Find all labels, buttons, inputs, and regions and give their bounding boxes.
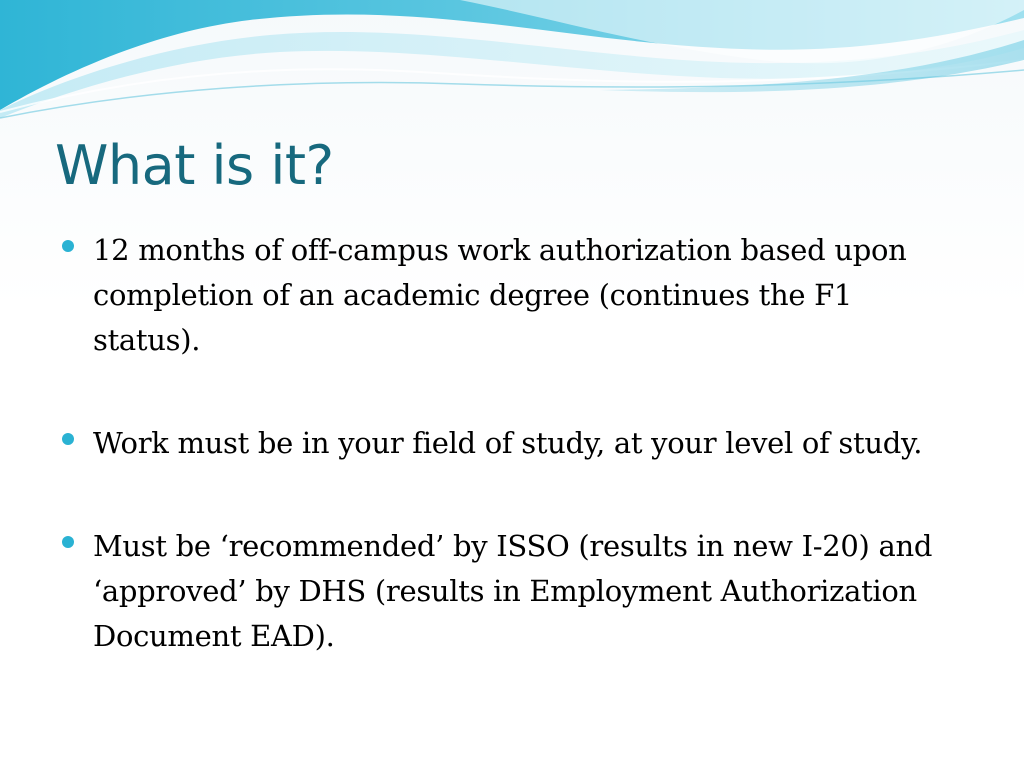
bullet-list — [62, 228, 962, 659]
bullet-text: 12 months of off-campus work authorization based upon completion of an academic degree (continues the F1 status). — [93, 233, 907, 357]
wave-header-decoration — [0, 0, 1024, 140]
bullet-dot-icon — [62, 240, 74, 252]
bullet-item — [62, 421, 962, 466]
bullet-text: Must be ‘recommended’ by ISSO (results in new I-20) and ‘approved’ by DHS (results in Employment Authorization Document EAD). — [93, 529, 933, 653]
bullet-item — [62, 228, 962, 363]
slide-title: What is it? — [55, 134, 334, 197]
bullet-item — [62, 524, 962, 659]
bullet-dot-icon — [62, 433, 74, 445]
bullet-dot-icon — [62, 536, 74, 548]
bullet-text: Work must be in your field of study, at your level of study. — [93, 426, 923, 460]
